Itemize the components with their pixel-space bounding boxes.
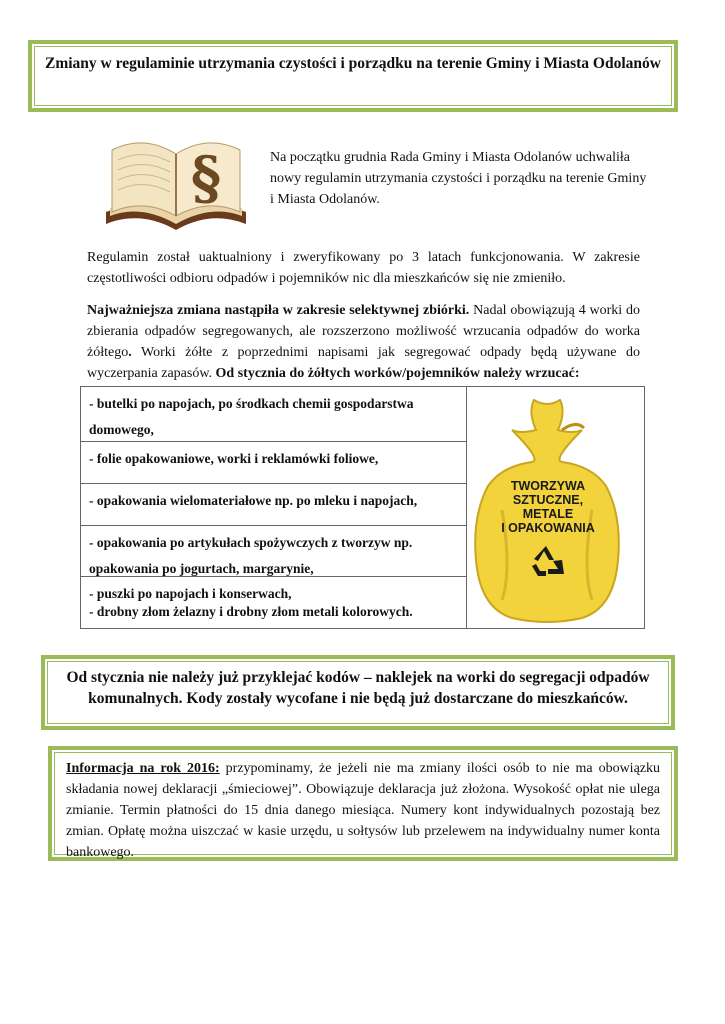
info-box xyxy=(48,746,678,861)
paragraph-lead: Najważniejsza zmiana nastąpiła w zakresie selektywnej zbiórki. xyxy=(87,303,470,318)
page-title: Zmiany w regulaminie utrzymania czystości i porządku na terenie Gminy i Miasta Odolanów xyxy=(45,55,661,72)
paragraph-body-1: Nadal obowiązują 4 worki do zbierania odpadów segregowanych, ale rozszerzono możliwość wrzucania odpadów do worka żółtego xyxy=(87,303,640,360)
book-icon xyxy=(106,143,246,230)
waste-list xyxy=(81,387,467,628)
paragraph-tail: Od stycznia do żółtych worków/pojemników należy wrzucać: xyxy=(215,366,580,381)
table-row: - opakowania wielomateriałowe np. po mleku i napojach, xyxy=(81,484,466,526)
paragraph-regulation-update: Regulamin został uaktualniony i zweryfikowany po 3 latach funkcjonowania. W zakresie częstotliwości odbioru odpadów i pojemników nic dla mieszkańców się nie zmieniło. xyxy=(87,250,640,286)
paragraph-selective-collection xyxy=(87,300,640,384)
bag-label-line-3: METALE xyxy=(522,507,574,521)
info-text: przypominamy, że jeżeli nie ma zmiany ilości osób to nie ma obowiązku składania nowej deklaracji „śmieciowej”. Obowiązuje deklaracja już złożona. Wysokość opłat nie ulega zmianie. Termin płatności do 15 dnia danego miesiąca. Numery kont indywidualnych pozostają bez zmian. Opłatę można uiszczać w kasie urzędu, u sołtysów lub przelewem na indywidualny numer konta bankowego. xyxy=(66,761,660,860)
notice-text: Od stycznia nie należy już przyklejać kodów – naklejek na worki do segregacji odpadów komunalnych. Kody zostały wycofane i nie będą już dostarczane do mieszkańców. xyxy=(66,669,650,707)
table-row: - puszki po napojach i konserwach, xyxy=(89,586,292,601)
paragraph-body-2: Worki żółte z poprzednimi napisami jak segregować odpady będą używane do wyczerpania zapasów. xyxy=(87,345,640,381)
table-row: - opakowania po artykułach spożywczych z tworzyw np. opakowania po jogurtach, margarynie, xyxy=(81,526,466,577)
bag-label-line-4: I OPAKOWANIA xyxy=(501,521,595,535)
table-row: - butelki po napojach, po środkach chemii gospodarstwa domowego, xyxy=(81,387,466,442)
bag-label-line-2: SZTUCZNE, xyxy=(512,493,584,507)
table-row: - drobny złom żelazny i drobny złom metali kolorowych. xyxy=(89,604,413,619)
yellow-bag-illustration xyxy=(472,390,622,625)
bag-label-line-1: TWORZYWA xyxy=(510,479,586,493)
intro-text: Na początku grudnia Rada Gminy i Miasta Odolanów uchwaliła nowy regulamin utrzymania czystości i porządku na terenie Gminy i Miasta Odolanów. xyxy=(270,150,647,207)
info-text-block xyxy=(66,758,660,863)
info-label: Informacja na rok 2016: xyxy=(66,761,220,776)
paragraph-sign-icon: § xyxy=(190,144,222,212)
table-row: - folie opakowaniowe, worki i reklamówki foliowe, xyxy=(81,442,466,484)
paragraph-dot: . xyxy=(128,345,132,360)
title-box xyxy=(28,40,678,112)
notice-box xyxy=(41,655,675,730)
law-book-illustration xyxy=(96,120,256,244)
